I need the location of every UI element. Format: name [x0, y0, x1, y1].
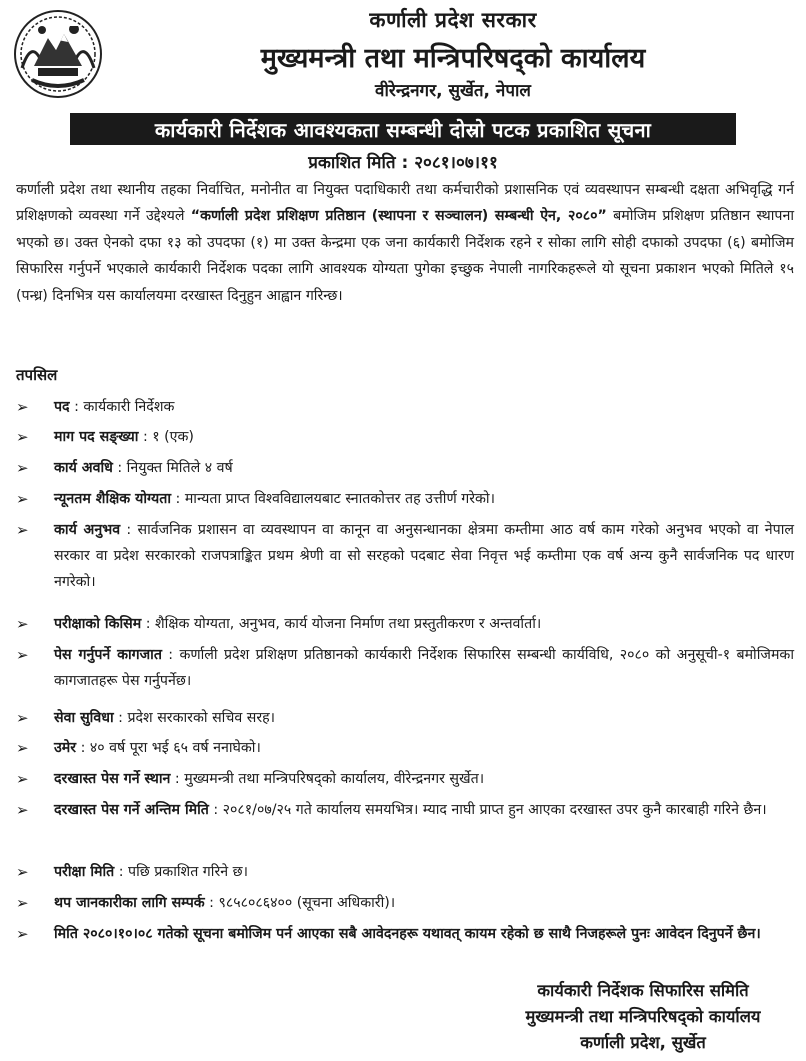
item-value: : नियुक्त मितिले ४ वर्ष: [112, 460, 233, 476]
arrow-bullet-icon: ➢: [16, 894, 29, 912]
item-label: परीक्षा मिति: [54, 864, 115, 880]
arrow-bullet-icon: ➢: [16, 801, 29, 819]
item-label: न्यूनतम शैक्षिक योग्यता: [54, 491, 172, 507]
item-value: : मुख्यमन्त्री तथा मन्त्रिपरिषद्को कार्यालय, वीरेन्द्रनगर सुर्खेत।: [170, 771, 485, 787]
arrow-bullet-icon: ➢: [16, 863, 29, 881]
item-label: पेस गर्नुपर्ने कागजात: [54, 647, 162, 663]
item-label: सेवा सुविधा: [54, 710, 114, 726]
item-label: उमेर: [54, 740, 77, 756]
government-name: कर्णाली प्रदेश सरकार: [369, 8, 537, 32]
arrow-bullet-icon: ➢: [16, 459, 29, 477]
item-value: : २०८१/०७/२५ गते कार्यालय समयभित्र। म्याद नाघी प्राप्त हुन आएका दरखास्त उपर कुनै कारबाही गरिने छैन।: [208, 802, 767, 818]
item-value: : १ (एक): [138, 429, 194, 445]
arrow-bullet-icon: ➢: [16, 398, 29, 416]
item-label: दरखास्त पेस गर्ने स्थान: [54, 771, 171, 787]
intro-text-part2: बमोजिम प्रशिक्षण प्रतिष्ठान स्थापना भएको छ। उक्त ऐनको दफा १३ को उपदफा (१) मा उक्त केन्द्रमा एक जना कार्यकारी निर्देशक रहने र सोका लागि सोही दफाको उपदफा (६) बमोजिम सिफारिस गर्नुपर्ने भएकाले कार्यकारी निर्देशक पदका लागि आवश्यक योग्यता पुगेका इच्छुक नेपाली नागरिकहरूले यो सूचना प्रकाशन भएको मितिले १५ (पन्ध्र) दिनभित्र यस कार्यालयमा दरखास्त दिनुहुन आह्वान गरिन्छ।: [16, 208, 794, 304]
intro-paragraph: [16, 177, 794, 309]
item-value: : कार्यकारी निर्देशक: [69, 399, 175, 415]
item-value: : ४० वर्ष पूरा भई ६५ वर्ष ननाघेको।: [76, 740, 261, 756]
arrow-bullet-icon: ➢: [16, 925, 29, 943]
arrow-bullet-icon: ➢: [16, 490, 29, 508]
item-value: : कर्णाली प्रदेश प्रशिक्षण प्रतिष्ठानको कार्यकारी निर्देशक सिफारिस सम्बन्धी कार्यविधि, २०८० को अनुसूची-१ बमोजिमका कागजातहरू पेस गर्नुपर्नेछ।: [54, 647, 794, 689]
item-value: : प्रदेश सरकारको सचिव सरह।: [113, 710, 276, 726]
arrow-bullet-icon: ➢: [16, 615, 29, 633]
office-name: मुख्यमन्त्री तथा मन्त्रिपरिषद्को कार्यालय: [260, 43, 646, 74]
arrow-bullet-icon: ➢: [16, 646, 29, 664]
item-value: : पछि प्रकाशित गरिने छ।: [114, 864, 248, 880]
item-value: : ९८५८०८६४०० (सूचना अधिकारी)।: [204, 895, 396, 911]
item-label: दरखास्त पेस गर्ने अन्तिम मिति: [54, 802, 209, 818]
notice-title: कार्यकारी निर्देशक आवश्यकता सम्बन्धी दोस्रो पटक प्रकाशित सूचना: [70, 113, 736, 145]
item-value: : शैक्षिक योग्यता, अनुभव, कार्य योजना निर्माण तथा प्रस्तुतीकरण र अन्तर्वार्ता।: [141, 616, 542, 632]
arrow-bullet-icon: ➢: [16, 521, 29, 539]
item-label: कार्य अवधि: [54, 460, 113, 476]
arrow-bullet-icon: ➢: [16, 770, 29, 788]
item-label: परीक्षाको किसिम: [54, 616, 142, 632]
published-date: प्रकाशित मिति : २०८१।०७।११: [308, 153, 498, 173]
signature-location: कर्णाली प्रदेश, सुर्खेत: [580, 1033, 706, 1052]
item-value: : मान्यता प्राप्त विश्वविद्यालयबाट स्नातकोत्तर तह उत्तीर्ण गरेको।: [171, 491, 495, 507]
arrow-bullet-icon: ➢: [16, 428, 29, 446]
act-name: “कर्णाली प्रदेश प्रशिक्षण प्रतिष्ठान (स्थापना र सञ्चालन) सम्बन्धी ऐन, २०८०”: [190, 208, 607, 225]
item-value: : सार्वजनिक प्रशासन वा व्यवस्थापन वा कानून वा अनुसन्धानका क्षेत्रमा कम्तीमा आठ वर्ष काम गरेको अनुभव भएको वा नेपाल सरकार वा प्रदेश सरकारको राजपत्राङ्कित प्रथम श्रेणी वा सो सरहको पदबाट सेवा निवृत्त भई कम्तीमा एक वर्ष अन्य कुनै सार्वजनिक पद धारण नगरेको।: [54, 522, 794, 590]
signature-committee: कार्यकारी निर्देशक सिफारिस समिति: [537, 981, 749, 1000]
government-emblem-icon: [12, 8, 104, 100]
item-label: माग पद सङ्ख्या: [54, 429, 139, 445]
arrow-bullet-icon: ➢: [16, 739, 29, 757]
arrow-bullet-icon: ➢: [16, 709, 29, 727]
item-label: थप जानकारीका लागि सम्पर्क: [54, 895, 205, 911]
item-label: मिति २०८०।१०।०८ गतेको सूचना बमोजिम पर्न आएका सबै आवेदनहरू यथावत् कायम रहेको छ साथै निजहरूले पुनः आवेदन दिनुपर्ने छैन।: [54, 926, 761, 942]
signature-office: मुख्यमन्त्री तथा मन्त्रिपरिषद्को कार्यालय: [525, 1007, 761, 1026]
item-label: पद: [54, 399, 70, 415]
details-heading: तपसिल: [16, 366, 58, 384]
office-address: वीरेन्द्रनगर, सुर्खेत, नेपाल: [375, 81, 531, 101]
item-label: कार्य अनुभव: [54, 522, 121, 538]
intro-text-part1: कर्णाली प्रदेश तथा स्थानीय तहका निर्वाचित, मनोनीत वा नियुक्त पदाधिकारी तथा कर्मचारीको प्रशासनिक एवं व्यवस्थापन सम्बन्धी दक्षता अभिवृद्धि गर्न प्रशिक्षणको व्यवस्था गर्ने उद्देश्यले: [16, 182, 794, 225]
